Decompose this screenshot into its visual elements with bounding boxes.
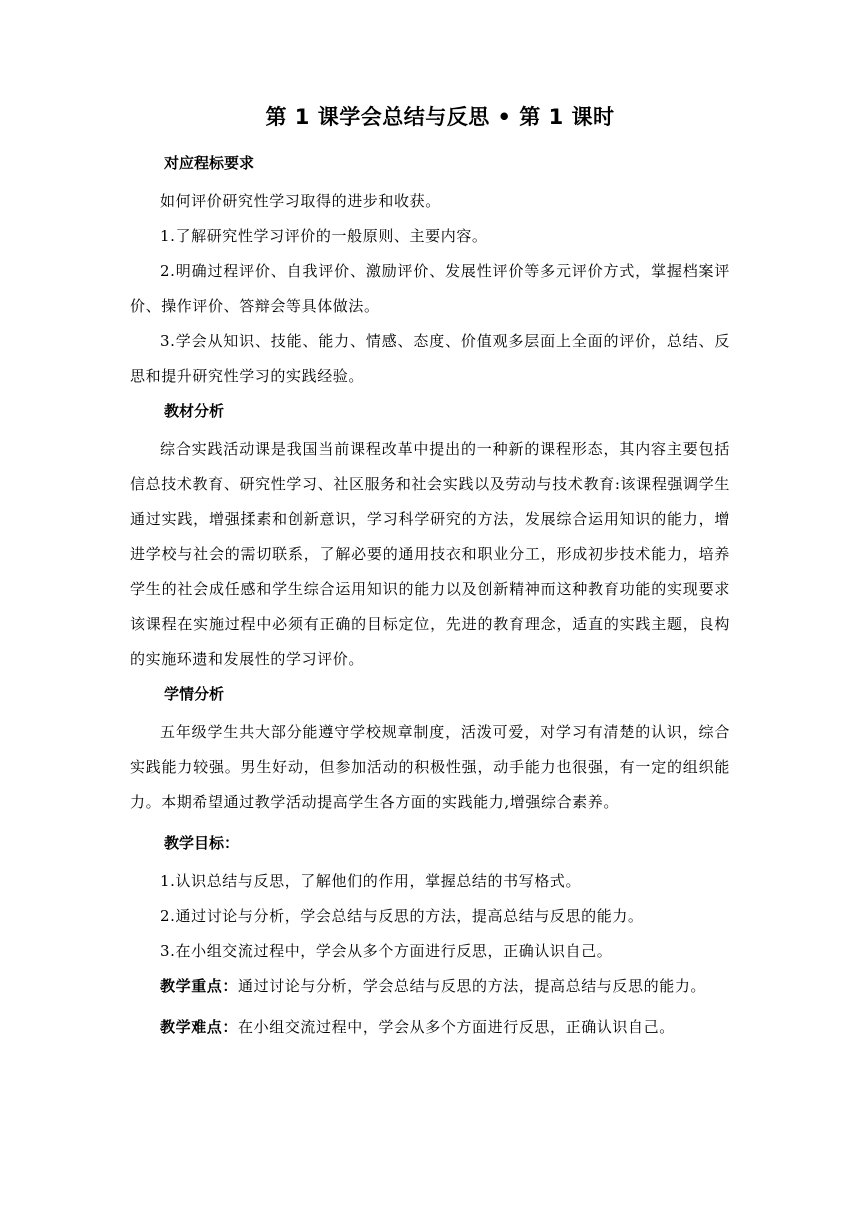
material-heading: 教材分析 [164, 402, 225, 420]
students-heading: 学情分析 [164, 685, 225, 703]
key-point-label: 教学重点： [160, 977, 239, 995]
students-text: 五年级学生共大部分能遵守学校规章制度，活泼可爱，对学习有清楚的认识，综合实践能力较强。男生好动，但参加活动的积极性强，动手能力也很强，有一定的组织能力。本期希望通过教学活动提高学生各方面的实践能力,增强综合素养。 [130, 723, 730, 811]
goals-item-3: 3.在小组交流过程中，学会从多个方面进行反思，正确认识自己。 [160, 942, 613, 960]
page-title: 第 1 课学会总结与反思 • 第 1 课时 [265, 105, 615, 129]
goals-item-1: 1.认识总结与反思，了解他们的作用，掌握总结的书写格式。 [160, 872, 582, 890]
standards-item-3: 3.学会从知识、技能、能力、情感、态度、价值观多层面上全面的评价，总结、反思和提升研究性学习的实践经验。 [130, 332, 730, 385]
key-point-paragraph [130, 969, 730, 1004]
standards-heading: 对应程标要求 [164, 154, 255, 172]
document-page [130, 98, 730, 1045]
difficulty-paragraph [130, 1010, 730, 1045]
standards-item-2: 2.明确过程评价、自我评价、激励评价、发展性评价等多元评价方式，掌握档案评价、操作评价、答辩会等具体做法。 [130, 262, 730, 315]
difficulty-label: 教学难点： [160, 1018, 239, 1036]
standards-intro: 如何评价研究性学习取得的进步和收获。 [160, 192, 441, 210]
difficulty-text: 在小组交流过程中，学会从多个方面进行反思，正确认识自己。 [238, 1018, 675, 1036]
standards-item-1: 1.了解研究性学习评价的一般原则、主要内容。 [160, 227, 488, 245]
key-point-text: 通过讨论与分析，学会总结与反思的方法，提高总结与反思的能力。 [238, 977, 707, 995]
goals-item-2: 2.通过讨论与分析，学会总结与反思的方法，提高总结与反思的能力。 [160, 907, 644, 925]
material-text: 综合实践活动课是我国当前课程改革中提出的一种新的课程形态，其内容主要包括信总技术教育、研究性学习、社区服务和社会实践以及劳动与技术教育:该课程强调学生通过实践，增强揉素和创新意识，学习科学研究的方法，发展综合运用知识的能力，增进学校与社会的需切联系，了解必要的通用技衣和职业分工，形成初步技术能力，培养学生的社会成任感和学生综合运用知识的能力以及创新精神而这种教育功能的实现要求该课程在实施过程中必须有正确的目标定位，先进的教育理念，适直的实践主题，良构的实施环遗和发展性的学习评价。 [130, 440, 730, 668]
goals-heading: 教学目标： [164, 834, 240, 852]
